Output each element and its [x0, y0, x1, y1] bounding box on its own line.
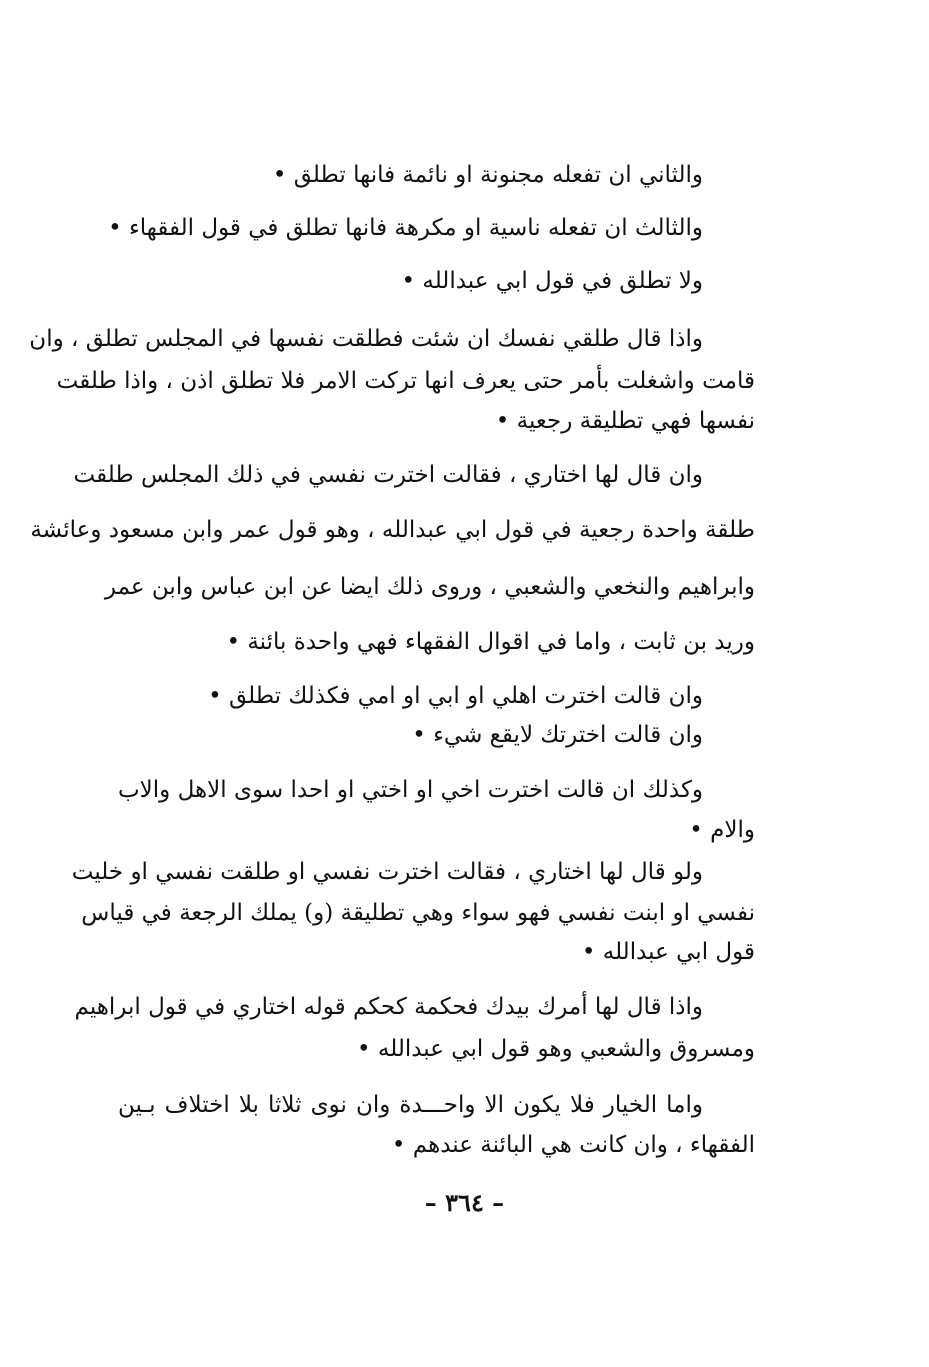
text-line: وان قال لها اختاري ، فقالت اخترت نفسي في ذلك المجلس طلقت — [73, 462, 703, 488]
text-line: وان قالت اخترتك لايقع شيء • — [412, 722, 703, 748]
text-line: قامت واشغلت بأمر حتى يعرف انها تركت الامر فلا تطلق اذن ، واذا طلقت — [56, 368, 755, 394]
text-line: وكذلك ان قالت اخترت اخي او اختي او احدا سوى الاهل والاب — [118, 777, 703, 803]
text-line: والثاني ان تفعله مجنونة او نائمة فانها تطلق • — [272, 162, 703, 188]
text-line: واذا قال طلقي نفسك ان شئت فطلقت نفسها في المجلس تطلق ، وان — [29, 326, 703, 352]
text-line: ولا تطلق في قول ابي عبدالله • — [401, 268, 703, 294]
text-line: ومسروق والشعبي وهو قول ابي عبدالله • — [357, 1036, 755, 1062]
text-line: ولو قال لها اختاري ، فقالت اخترت نفسي او طلقت نفسي او خليت — [71, 859, 703, 885]
text-line: وابراهيم والنخعي والشعبي ، وروى ذلك ايضا عن ابن عباس وابن عمر — [104, 574, 755, 600]
text-line: واما الخيار فلا يكون الا واحـــدة وان نوى ثلاثا بلا اختلاف بـين — [118, 1092, 703, 1118]
text-line: نفسها فهي تطليقة رجعية • — [495, 408, 755, 434]
page-number: – ٣٦٤ – — [424, 1188, 505, 1217]
text-line: قول ابي عبدالله • — [581, 939, 755, 965]
text-line: والثالث ان تفعله ناسية او مكرهة فانها تطلق في قول الفقهاء • — [108, 215, 703, 241]
text-line: طلقة واحدة رجعية في قول ابي عبدالله ، وهو قول عمر وابن مسعود وعائشة — [30, 517, 755, 543]
text-line: والام • — [689, 817, 755, 843]
text-line: نفسي او ابنت نفسي فهو سواء وهي تطليقة (و) يملك الرجعة في قياس — [81, 900, 755, 926]
text-line: واذا قال لها أمرك بيدك فحكمة كحكم قوله اختاري في قول ابراهيم — [74, 994, 703, 1020]
text-line: وريد بن ثابت ، واما في اقوال الفقهاء فهي واحدة بائنة • — [226, 629, 755, 655]
text-line: وان قالت اخترت اهلي او ابي او امي فكذلك تطلق • — [208, 683, 703, 709]
text-line: الفقهاء ، وان كانت هي البائنة عندهم • — [391, 1132, 755, 1158]
